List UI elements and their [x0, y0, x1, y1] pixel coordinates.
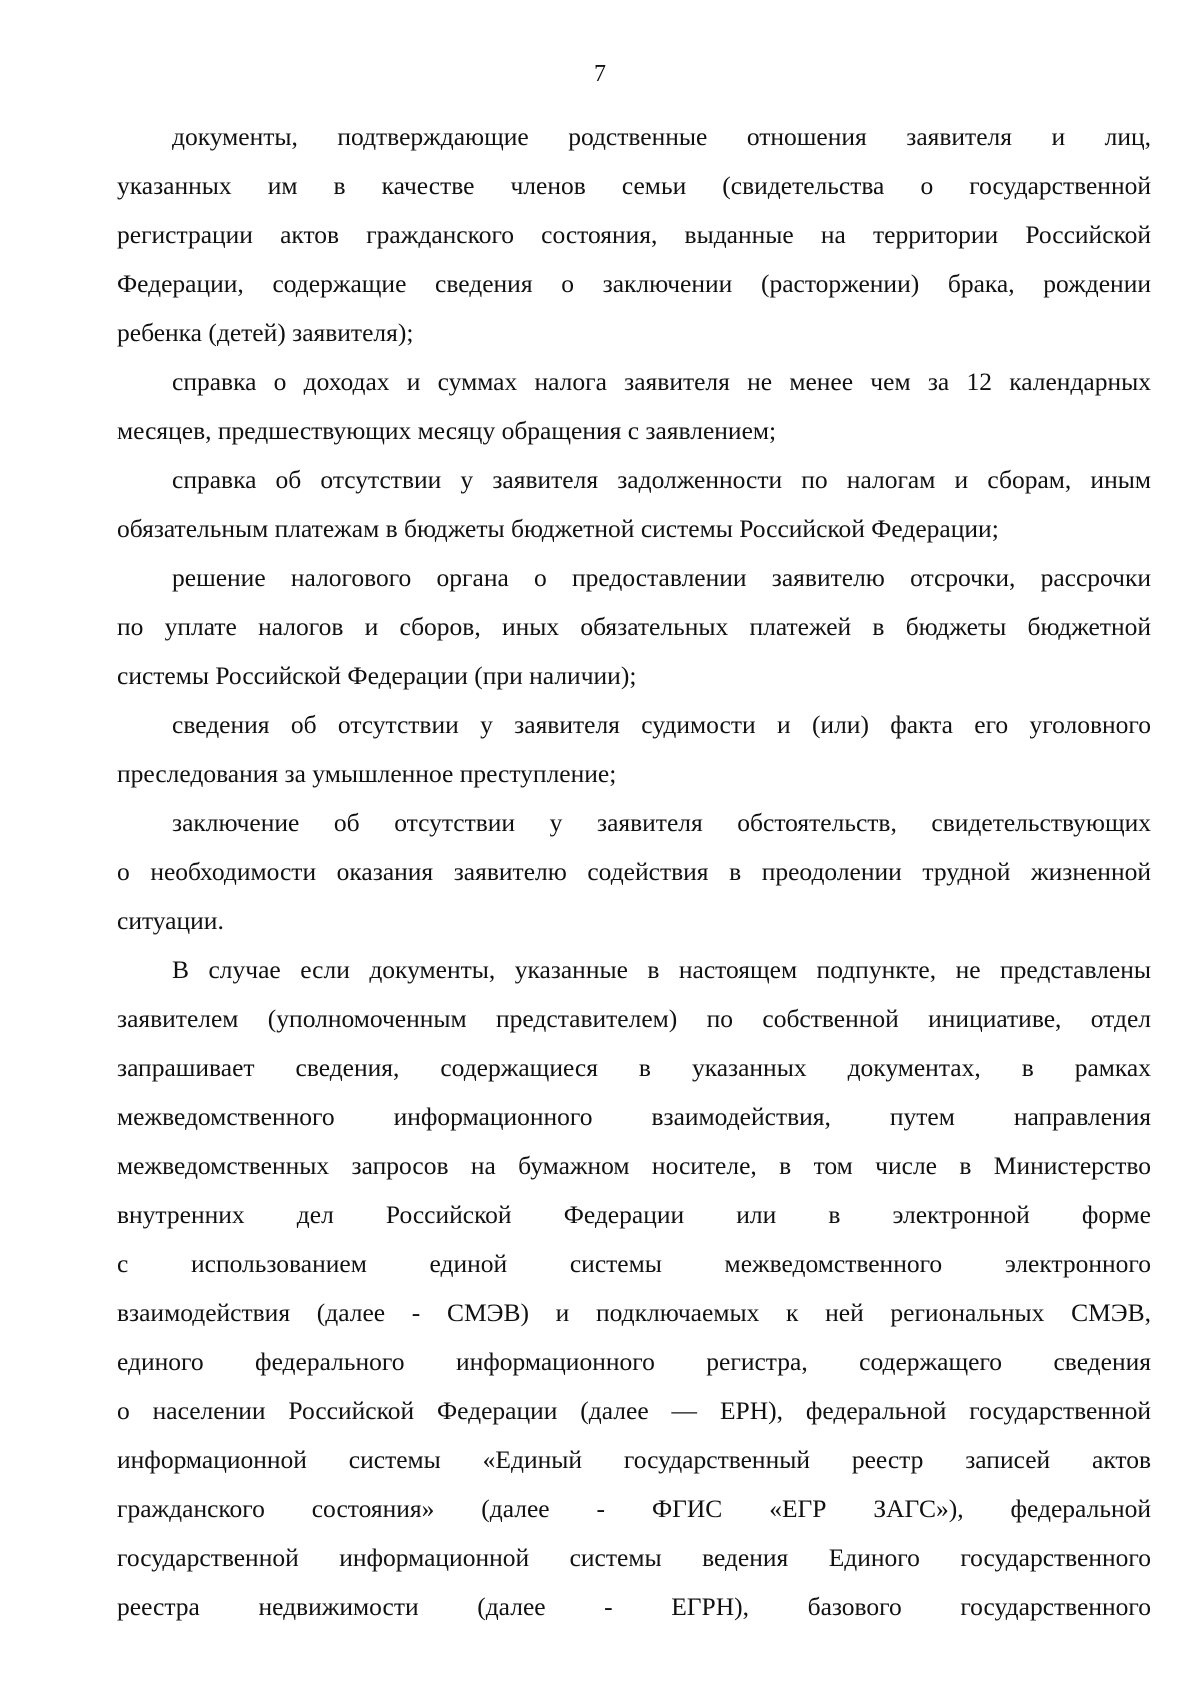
- text-line: обязательным платежам в бюджеты бюджетной системы Российской Федерации;: [117, 514, 999, 543]
- text-line: по уплате налогов и сборов, иных обязательных платежей в бюджеты бюджетной: [117, 612, 1151, 641]
- text-line: с использованием единой системы межведомственного электронного: [117, 1249, 1151, 1278]
- text-line: В случае если документы, указанные в настоящем подпункте, не представлены: [172, 955, 1151, 984]
- text-line: единого федерального информационного регистра, содержащего сведения: [117, 1347, 1151, 1376]
- text-line: сведения об отсутствии у заявителя судимости и (или) факта его уголовного: [172, 710, 1151, 739]
- text-line: межведомственного информационного взаимодействия, путем направления: [117, 1102, 1151, 1131]
- text-line: о населении Российской Федерации (далее — ЕРН), федеральной государственной: [117, 1396, 1151, 1425]
- text-line: системы Российской Федерации (при наличии);: [117, 661, 637, 690]
- paragraph: [117, 945, 1151, 1631]
- text-line: регистрации актов гражданского состояния, выданные на территории Российской: [117, 220, 1151, 249]
- paragraph: [117, 357, 1151, 455]
- text-line: ребенка (детей) заявителя);: [117, 318, 414, 347]
- text-line: Федерации, содержащие сведения о заключении (расторжении) брака, рождении: [117, 269, 1151, 298]
- paragraph: [117, 700, 1151, 798]
- text-line: о необходимости оказания заявителю содействия в преодолении трудной жизненной: [117, 857, 1151, 886]
- text-line: заключение об отсутствии у заявителя обстоятельств, свидетельствующих: [172, 808, 1151, 837]
- text-line: документы, подтверждающие родственные отношения заявителя и лиц,: [172, 122, 1151, 151]
- text-line: внутренних дел Российской Федерации или в электронной форме: [117, 1200, 1151, 1229]
- paragraph: [117, 798, 1151, 945]
- text-line: месяцев, предшествующих месяцу обращения с заявлением;: [117, 416, 777, 445]
- text-line: преследования за умышленное преступление;: [117, 759, 617, 788]
- document-body: [117, 112, 1151, 1631]
- paragraph: [117, 455, 1151, 553]
- text-line: ситуации.: [117, 906, 224, 935]
- text-line: реестра недвижимости (далее - ЕГРН), базового государственного: [117, 1592, 1151, 1621]
- text-line: государственной информационной системы ведения Единого государственного: [117, 1543, 1151, 1572]
- text-line: решение налогового органа о предоставлении заявителю отсрочки, рассрочки: [172, 563, 1151, 592]
- text-line: межведомственных запросов на бумажном носителе, в том числе в Министерство: [117, 1151, 1151, 1180]
- text-line: гражданского состояния» (далее - ФГИС «ЕГР ЗАГС»), федеральной: [117, 1494, 1151, 1523]
- text-line: заявителем (уполномоченным представителем) по собственной инициативе, отдел: [117, 1004, 1151, 1033]
- text-line: указанных им в качестве членов семьи (свидетельства о государственной: [117, 171, 1151, 200]
- text-line: взаимодействия (далее - СМЭВ) и подключаемых к ней региональных СМЭВ,: [117, 1298, 1151, 1327]
- paragraph: [117, 553, 1151, 700]
- text-line: справка о доходах и суммах налога заявителя не менее чем за 12 календарных: [172, 367, 1151, 396]
- text-line: справка об отсутствии у заявителя задолженности по налогам и сборам, иным: [172, 465, 1151, 494]
- text-line: запрашивает сведения, содержащиеся в указанных документах, в рамках: [117, 1053, 1151, 1082]
- paragraph: [117, 112, 1151, 357]
- text-line: информационной системы «Единый государственный реестр записей актов: [117, 1445, 1151, 1474]
- page-number: 7: [594, 61, 606, 87]
